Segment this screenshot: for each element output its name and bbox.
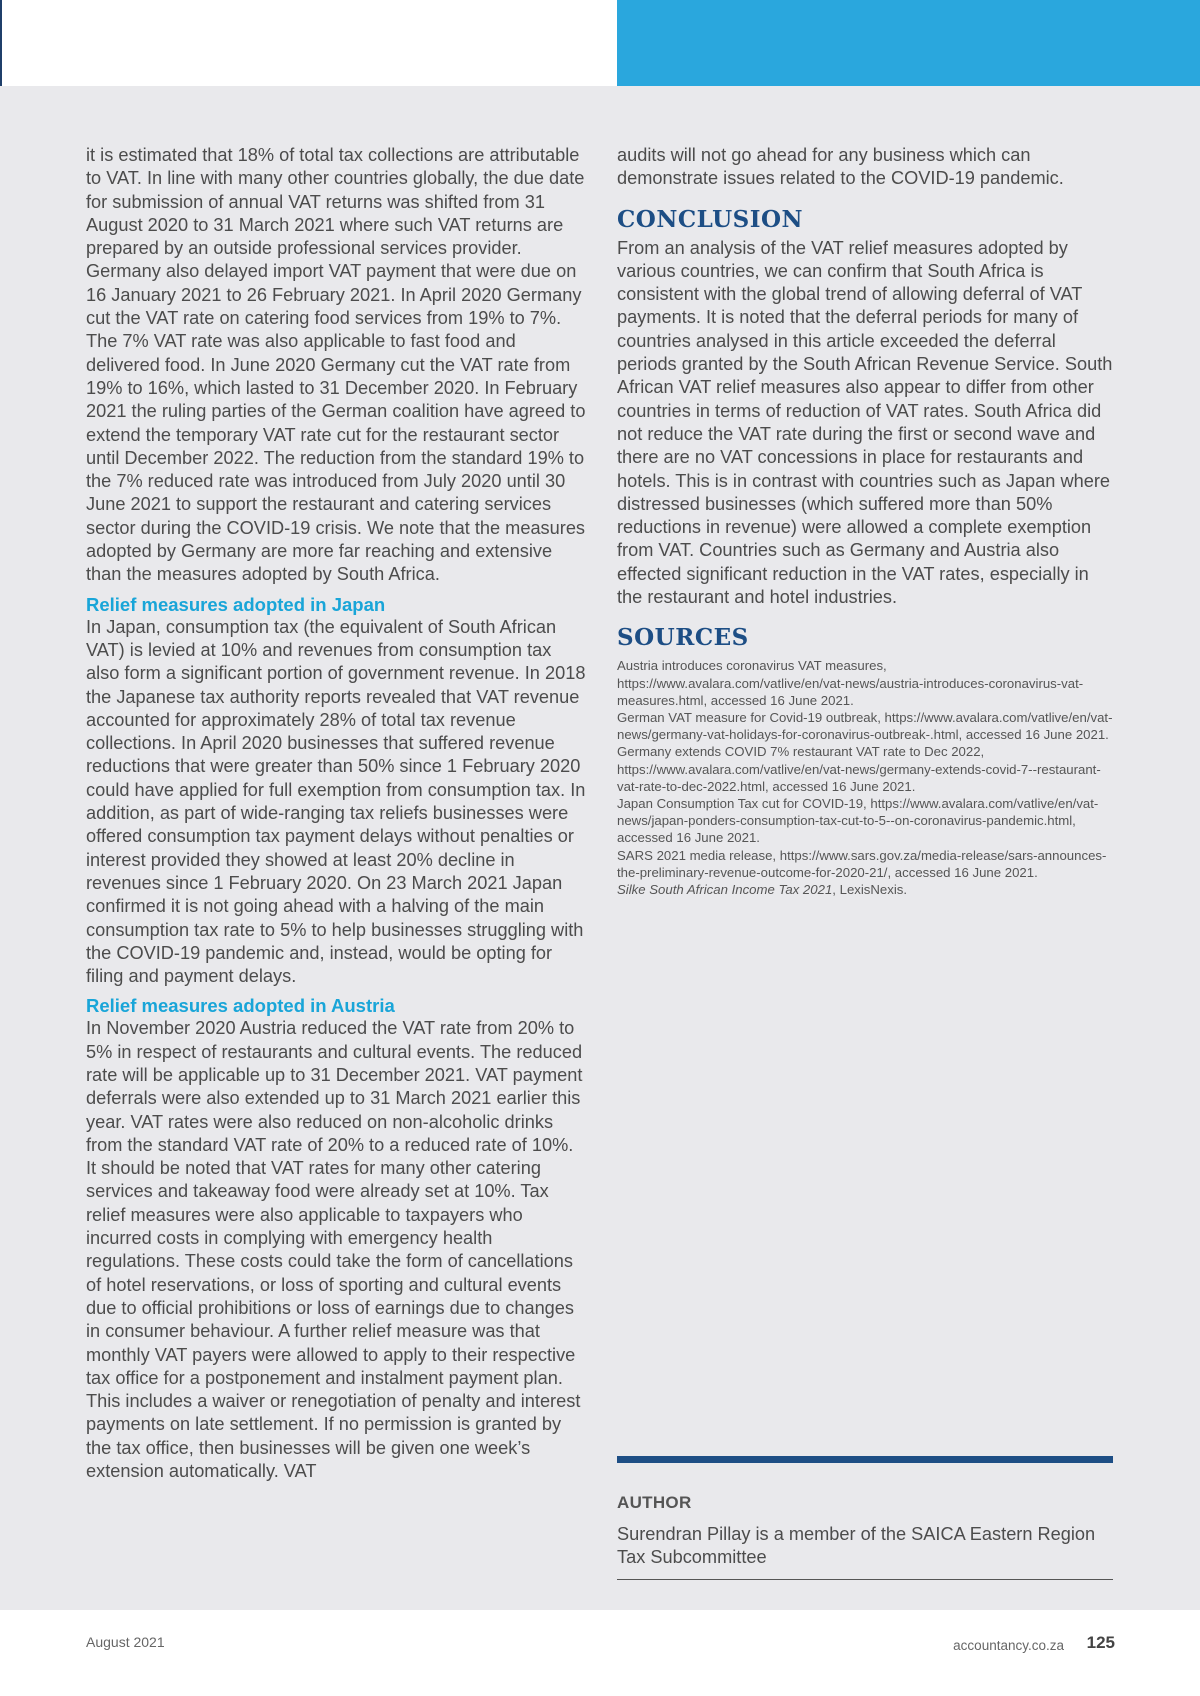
top-accent-bar: [617, 0, 1200, 86]
sources-list: [617, 657, 1117, 898]
source-item: SARS 2021 media release, https://www.sars.gov.za/media-release/sars-announces-the-preliminary-revenue-outcome-for-2020-21/, accessed 16 June 2021.: [617, 847, 1107, 880]
continuation-paragraph: audits will not go ahead for any business which can demonstrate issues related to the COVID-19 pandemic.: [617, 145, 1064, 189]
author-label: AUTHOR: [617, 1493, 692, 1512]
japan-paragraph: In Japan, consumption tax (the equivalent of South African VAT) is levied at 10% and revenues from consumption tax also form a significant portion of government revenue. In 2018 the Japanese tax authority reports revealed that VAT revenue accounted for approximately 28% of total tax revenue collections. In April 2020 businesses that suffered revenue reductions that were greater than 50% since 1 February 2020 could have applied for full exemption from consumption tax. In addition, as part of wide-ranging tax reliefs businesses were offered consumption tax payment delays without penalties or interest provided they showed at least 20% decline in revenues since 1 February 2020. On 23 March 2021 Japan confirmed it is not going ahead with a halving of the main consumption tax rate to 5% to help businesses struggling with the COVID-19 pandemic and, instead, would be opting for filing and payment delays.: [86, 616, 586, 987]
conclusion-paragraph: From an analysis of the VAT relief measures adopted by various countries, we can confirm that South Africa is consistent with the global trend of allowing deferral of VAT payments. It is noted that the deferral periods for many of countries analysed in this article exceeded the deferral periods granted by the South African Revenue Service. South African VAT relief measures also appear to differ from other countries in terms of reduction of VAT rates. South Africa did not reduce the VAT rate during the first or second wave and there are no VAT concessions in place for restaurants and hotels. This is in contrast with countries such as Japan where distressed businesses (which suffered more than 50% reductions in revenue) were allowed a complete exemption from VAT. Countries such as Germany and Austria also effected significant reduction in the VAT rates, especially in the restaurant and hotel industries.: [617, 237, 1113, 608]
source-item: Germany extends COVID 7% restaurant VAT rate to Dec 2022, https://www.avalara.com/vatlive/en/vat-news/germany-extends-covid-7--restaurant-vat-rate-to-dec-2022.html, accessed 16 June 2021.: [617, 744, 1101, 794]
source-book-publisher: , LexisNexis.: [832, 881, 908, 897]
author-divider-bar: [617, 1456, 1113, 1463]
right-column: [617, 144, 1117, 898]
source-item: Japan Consumption Tax cut for COVID-19, https://www.avalara.com/vatlive/en/vat-news/japan-ponders-consumption-tax-cut-to-5--on-coronavirus-pandemic.html, accessed 16 June 2021.: [617, 795, 1099, 846]
japan-subheading: Relief measures adopted in Japan: [86, 593, 386, 615]
author-block: [617, 1456, 1113, 1580]
source-item-silke: [617, 881, 1117, 898]
author-bottom-rule: [617, 1579, 1113, 1580]
conclusion-heading: CONCLUSION: [617, 205, 804, 233]
source-item: German VAT measure for Covid-19 outbreak, https://www.avalara.com/vatlive/en/vat-news/germany-vat-holidays-for-coronavirus-outbreak-.html, accessed 16 June 2021.: [617, 709, 1113, 743]
sources-heading: SOURCES: [617, 624, 749, 652]
left-column: [86, 144, 586, 1483]
footer-site[interactable]: accountancy.co.za: [953, 1638, 1064, 1653]
page-number: 125: [1086, 1633, 1115, 1652]
austria-subheading: Relief measures adopted in Austria: [86, 995, 395, 1017]
source-book-title: Silke South African Income Tax 2021: [617, 881, 833, 897]
austria-paragraph: In November 2020 Austria reduced the VAT rate from 20% to 5% in respect of restaurants and cultural events. The reduced rate will be applicable up to 31 December 2021. VAT payment deferrals were also extended up to 31 March 2021 earlier this year. VAT rates were also reduced on non-alcoholic drinks from the standard VAT rate of 20% to a reduced rate of 10%. It should be noted that VAT rates for many other catering services and takeaway food were already set at 10%. Tax relief measures were also applicable to taxpayers who incurred costs in complying with emergency health regulations. These costs could take the form of cancellations of hotel reservations, or loss of sporting and cultural events due to official prohibitions or loss of earnings due to changes in consumer behaviour. A further relief measure was that monthly VAT payers were allowed to apply to their respective tax office for a postponement and instalment payment plan. This includes a waiver or renegotiation of penalty and interest payments on late settlement. If no permission is granted by the tax office, then businesses will be given one week’s extension automatically. VAT: [86, 1018, 583, 1482]
author-bio: Surendran Pillay is a member of the SAICA Eastern Region Tax Subcommittee: [617, 1524, 1096, 1567]
source-item: Austria introduces coronavirus VAT measures, https://www.avalara.com/vatlive/en/vat-news/austria-introduces-coronavirus-vat-measures.html, accessed 16 June 2021.: [617, 658, 1084, 708]
intro-paragraph: it is estimated that 18% of total tax collections are attributable to VAT. In line with many other countries globally, the due date for submission of annual VAT returns was shifted from 31 August 2020 to 31 March 2021 where such VAT returns are prepared by an outside professional services provider. Germany also delayed import VAT payment that were due on 16 January 2021 to 26 February 2021. In April 2020 Germany cut the VAT rate on catering food services from 19% to 7%. The 7% VAT rate was also applicable to fast food and delivered food. In June 2020 Germany cut the VAT rate from 19% to 16%, which lasted to 31 December 2020. In February 2021 the ruling parties of the German coalition have agreed to extend the temporary VAT rate cut for the restaurant sector until December 2022. The reduction from the standard 19% to the 7% reduced rate was introduced from July 2020 until 30 June 2021 to support the restaurant and catering services sector during the COVID-19 crisis. We note that the measures adopted by Germany are more far reaching and extensive than the measures adopted by South Africa.: [86, 145, 586, 585]
footer-date: August 2021: [86, 1634, 165, 1650]
